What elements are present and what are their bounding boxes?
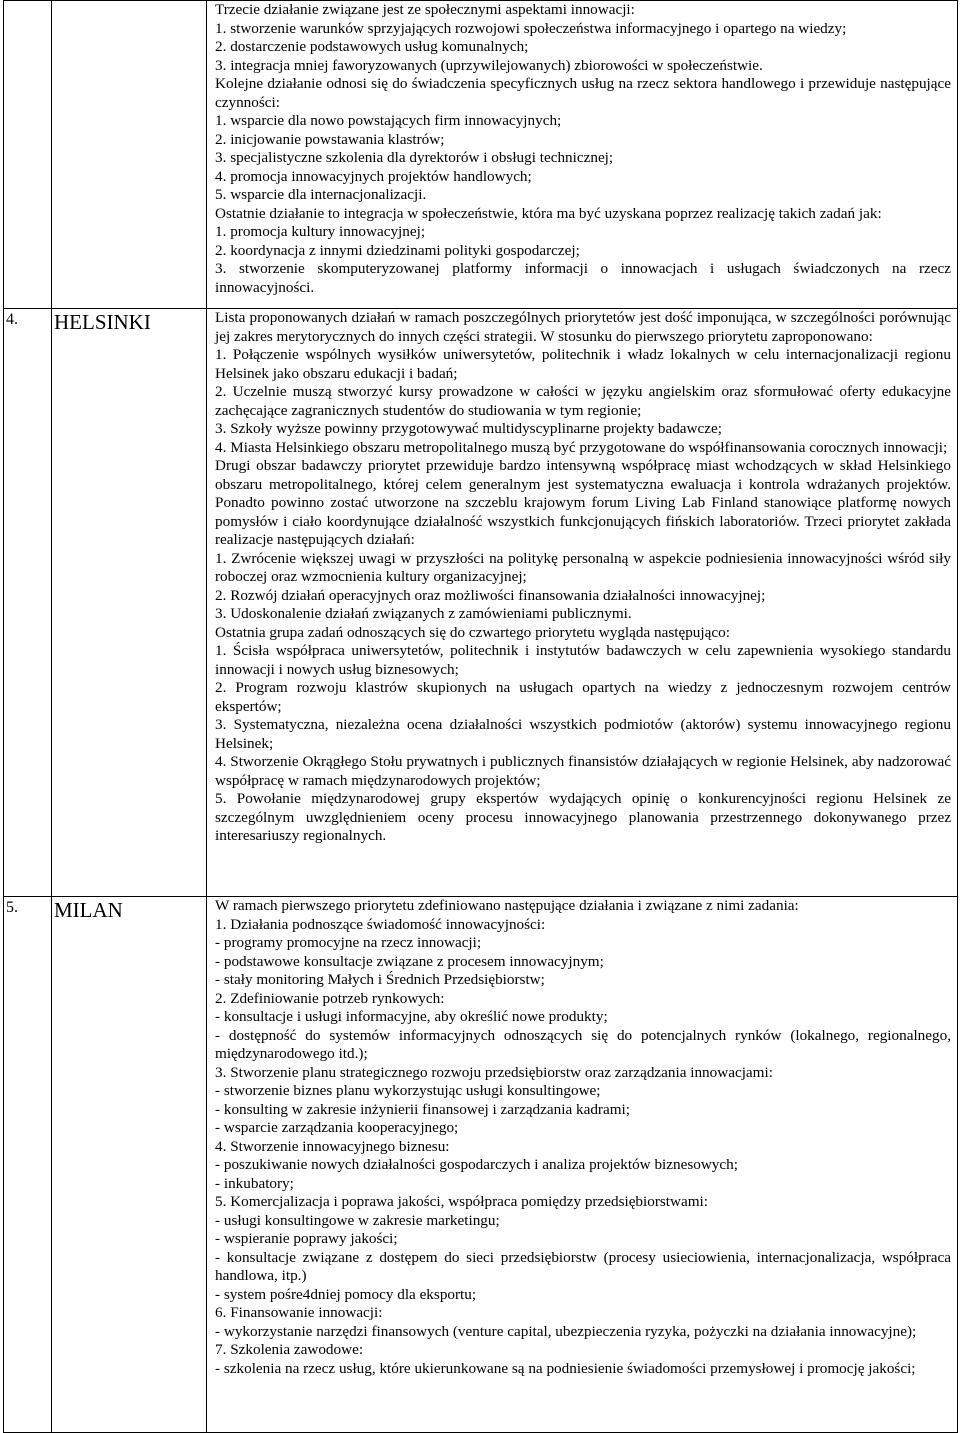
paragraph: 1. Działania podnoszące świadomość innowacyjności: <box>215 915 546 933</box>
city-name-cell <box>52 1 207 309</box>
paragraph: Ostatnia grupa zadań odnoszących się do czwartego priorytetu wygląda następująco: <box>215 623 730 641</box>
paragraph: 3. Systematyczna, niezależna ocena działalności wszystkich podmiotów (aktorów) systemu innowacyjnego regionu Helsinek; <box>215 716 951 752</box>
paragraph: 2. Program rozwoju klastrów skupionych na usługach opartych na wiedzy z jednoczesnym rozwojem centrów ekspertów; <box>215 679 951 715</box>
paragraph: 3. Szkoły wyższe powinny przygotowywać multidyscyplinarne projekty badawcze; <box>215 420 722 437</box>
city-name-cell: MILAN <box>52 897 207 1433</box>
paragraph: 3. Udoskonalenie działań związanych z zamówieniami publicznymi. <box>215 605 632 622</box>
paragraph: Kolejne działanie odnosi się do świadczenia specyficznych usług na rzecz sektora handlowego i przewiduje następujące czynności: <box>215 75 951 111</box>
paragraph: 4. promocja innowacyjnych projektów handlowych; <box>215 167 532 185</box>
paragraph: - usługi konsultingowe w zakresie marketingu; <box>215 1211 500 1229</box>
paragraph: - stały monitoring Małych i Średnich Przedsiębiorstw; <box>215 971 545 988</box>
paragraph: - podstawowe konsultacje związane z procesem innowacyjnym; <box>215 952 604 970</box>
paragraph: 3. Stworzenie planu strategicznego rozwoju przedsiębiorstw oraz zarządzania innowacjami: <box>215 1063 773 1081</box>
paragraph: 4. Stworzenie Okrągłego Stołu prywatnych i publicznych finansistów działających w regionie Helsinek, aby nadzorować współpracę w ramach międzynarodowych projektów; <box>215 753 951 789</box>
paragraph: 1. wsparcie dla nowo powstających firm innowacyjnych; <box>215 112 562 129</box>
paragraph: 2. Rozwój działań operacyjnych oraz możliwości finansowania działalności innowacyjnej; <box>215 586 766 604</box>
paragraph: Drugi obszar badawczy priorytet przewiduje bardzo intensywną współpracę miast wchodzących w skład Helsinkiego obszaru metropolitalnego, której celem generalnym jest systematyczna ewaluacja i kontrola wdrażanych projektów. Ponadto powinno zostać utworzone na szczeblu krajowym forum Living Lab Finland stanowiące platformę nowych pomysłów i ciało koordynujące działalność wszystkich funkcjonujących fińskich laboratoriów. Trzeci priorytet zakłada realizacje następujących działań: <box>215 457 951 548</box>
paragraph: 1. promocja kultury innowacyjnej; <box>215 223 426 240</box>
description-cell <box>207 309 958 897</box>
row-number-cell: 4. <box>4 309 52 897</box>
paragraph: 2. koordynacja z innymi dziedzinami polityki gospodarczej; <box>215 241 580 259</box>
table-row <box>4 897 958 1433</box>
paragraph: - wspieranie poprawy jakości; <box>215 1230 398 1247</box>
paragraph: - konsultacje związane z dostępem do sieci przedsiębiorstw (procesy usieciowienia, internacjonalizacja, współpraca handlowa, itp.) <box>215 1248 951 1284</box>
city-name-cell: HELSINKI <box>52 309 207 897</box>
paragraph: - poszukiwanie nowych działalności gospodarczych i analiza projektów biznesowych; <box>215 1156 738 1173</box>
paragraph: 3. integracja mniej faworyzowanych (uprzywilejowanych) zbiorowości w społeczeństwie. <box>215 56 763 74</box>
paragraph: - wykorzystanie narzędzi finansowych (venture capital, ubezpieczenia ryzyka, pożyczki na działania innowacyjne); <box>215 1322 917 1340</box>
paragraph: 2. dostarczenie podstawowych usług komunalnych; <box>215 38 529 55</box>
paragraph: - stworzenie biznes planu wykorzystując usługi konsultingowe; <box>215 1082 601 1099</box>
paragraph: Lista proponowanych działań w ramach poszczególnych priorytetów jest dość imponująca, w szczególności porównując jej zakres merytorycznych do innych części strategii. W stosunku do pierwszego priorytetu zaproponowano: <box>215 309 951 345</box>
paragraph: - szkolenia na rzecz usług, które ukierunkowane są na podniesienie świadomości przemysłowej i promocję jakości; <box>215 1359 916 1377</box>
paragraph: 1. Ścisła współpraca uniwersytetów, politechnik i instytutów badawczych w celu zapewnienia wysokiego standardu innowacji i nowych usług biznesowych; <box>215 642 951 678</box>
row-number-cell <box>4 1 52 309</box>
paragraph: 4. Miasta Helsinkiego obszaru metropolitalnego muszą być przygotowane do współfinansowania corocznych innowacji; <box>215 438 948 456</box>
paragraph: - inkubatory; <box>215 1174 294 1192</box>
paragraph: - konsulting w zakresie inżynierii finansowej i zarządzania kadrami; <box>215 1100 630 1118</box>
description-cell <box>207 897 958 1433</box>
strategy-table <box>3 0 958 1433</box>
paragraph: W ramach pierwszego priorytetu zdefiniowano następujące działania i związane z nimi zadania: <box>215 897 799 914</box>
paragraph: 1. Połączenie wspólnych wysiłków uniwersytetów, politechnik i władz lokalnych w celu internacjonalizacji regionu Helsinek jako obszaru edukacji i badań; <box>215 346 951 382</box>
paragraph: 3. specjalistyczne szkolenia dla dyrektorów i obsługi technicznej; <box>215 149 614 166</box>
paragraph: 1. stworzenie warunków sprzyjających rozwojowi społeczeństwa informacyjnego i opartego na wiedzy; <box>215 19 847 37</box>
paragraph: - programy promocyjne na rzecz innowacji; <box>215 934 482 951</box>
paragraph: 1. Zwrócenie większej uwagi w przyszłości na politykę personalną w aspekcie podniesienia innowacyjności wśród siły roboczej oraz wzmocnienia kultury organizacyjnej; <box>215 549 951 585</box>
table-row <box>4 1 958 309</box>
row-number-cell: 5. <box>4 897 52 1433</box>
paragraph: - dostępność do systemów informacyjnych odnoszących się do potencjalnych rynków (lokalnego, regionalnego, międzynarodowego itd.); <box>215 1026 951 1062</box>
paragraph: - system pośre4dniej pomocy dla eksportu; <box>215 1285 477 1303</box>
description-cell <box>207 1 958 309</box>
paragraph: 2. Zdefiniowanie potrzeb rynkowych: <box>215 989 445 1007</box>
paragraph: - wsparcie zarządzania kooperacyjnego; <box>215 1119 459 1136</box>
paragraph: 6. Finansowanie innowacji: <box>215 1304 383 1321</box>
paragraph: 2. inicjowanie powstawania klastrów; <box>215 130 445 148</box>
paragraph: - konsultacje i usługi informacyjne, aby określić nowe produkty; <box>215 1008 608 1025</box>
paragraph: 5. Powołanie międzynarodowej grupy ekspertów wydających opinię o konkurencyjności regionu Helsinek ze szczególnym uwzględnieniem oceny procesu innowacyjnego planowania przestrzennego dokonywanego przez interesariuszy regionalnych. <box>215 790 951 844</box>
paragraph: Ostatnie działanie to integracja w społeczeństwie, która ma być uzyskana poprzez realizację takich zadań jak: <box>215 204 882 222</box>
paragraph: 5. wsparcie dla internacjonalizacji. <box>215 186 427 203</box>
paragraph: 4. Stworzenie innowacyjnego biznesu: <box>215 1137 450 1155</box>
paragraph: 7. Szkolenia zawodowe: <box>215 1341 364 1358</box>
paragraph: 2. Uczelnie muszą stworzyć kursy prowadzone w całości w języku angielskim oraz sformułować oferty edukacyjne zachęcające zagranicznych studentów do studiowania w tym regionie; <box>215 383 951 419</box>
table-body <box>4 1 958 1433</box>
paragraph: 5. Komercjalizacja i poprawa jakości, współpraca pomiędzy przedsiębiorstwami: <box>215 1193 708 1210</box>
paragraph: Trzecie działanie związane jest ze społecznymi aspektami innowacji: <box>215 1 635 18</box>
table-row <box>4 309 958 897</box>
paragraph: 3. stworzenie skomputeryzowanej platformy informacji o innowacjach i usługach świadczonych na rzecz innowacyjności. <box>215 260 951 296</box>
